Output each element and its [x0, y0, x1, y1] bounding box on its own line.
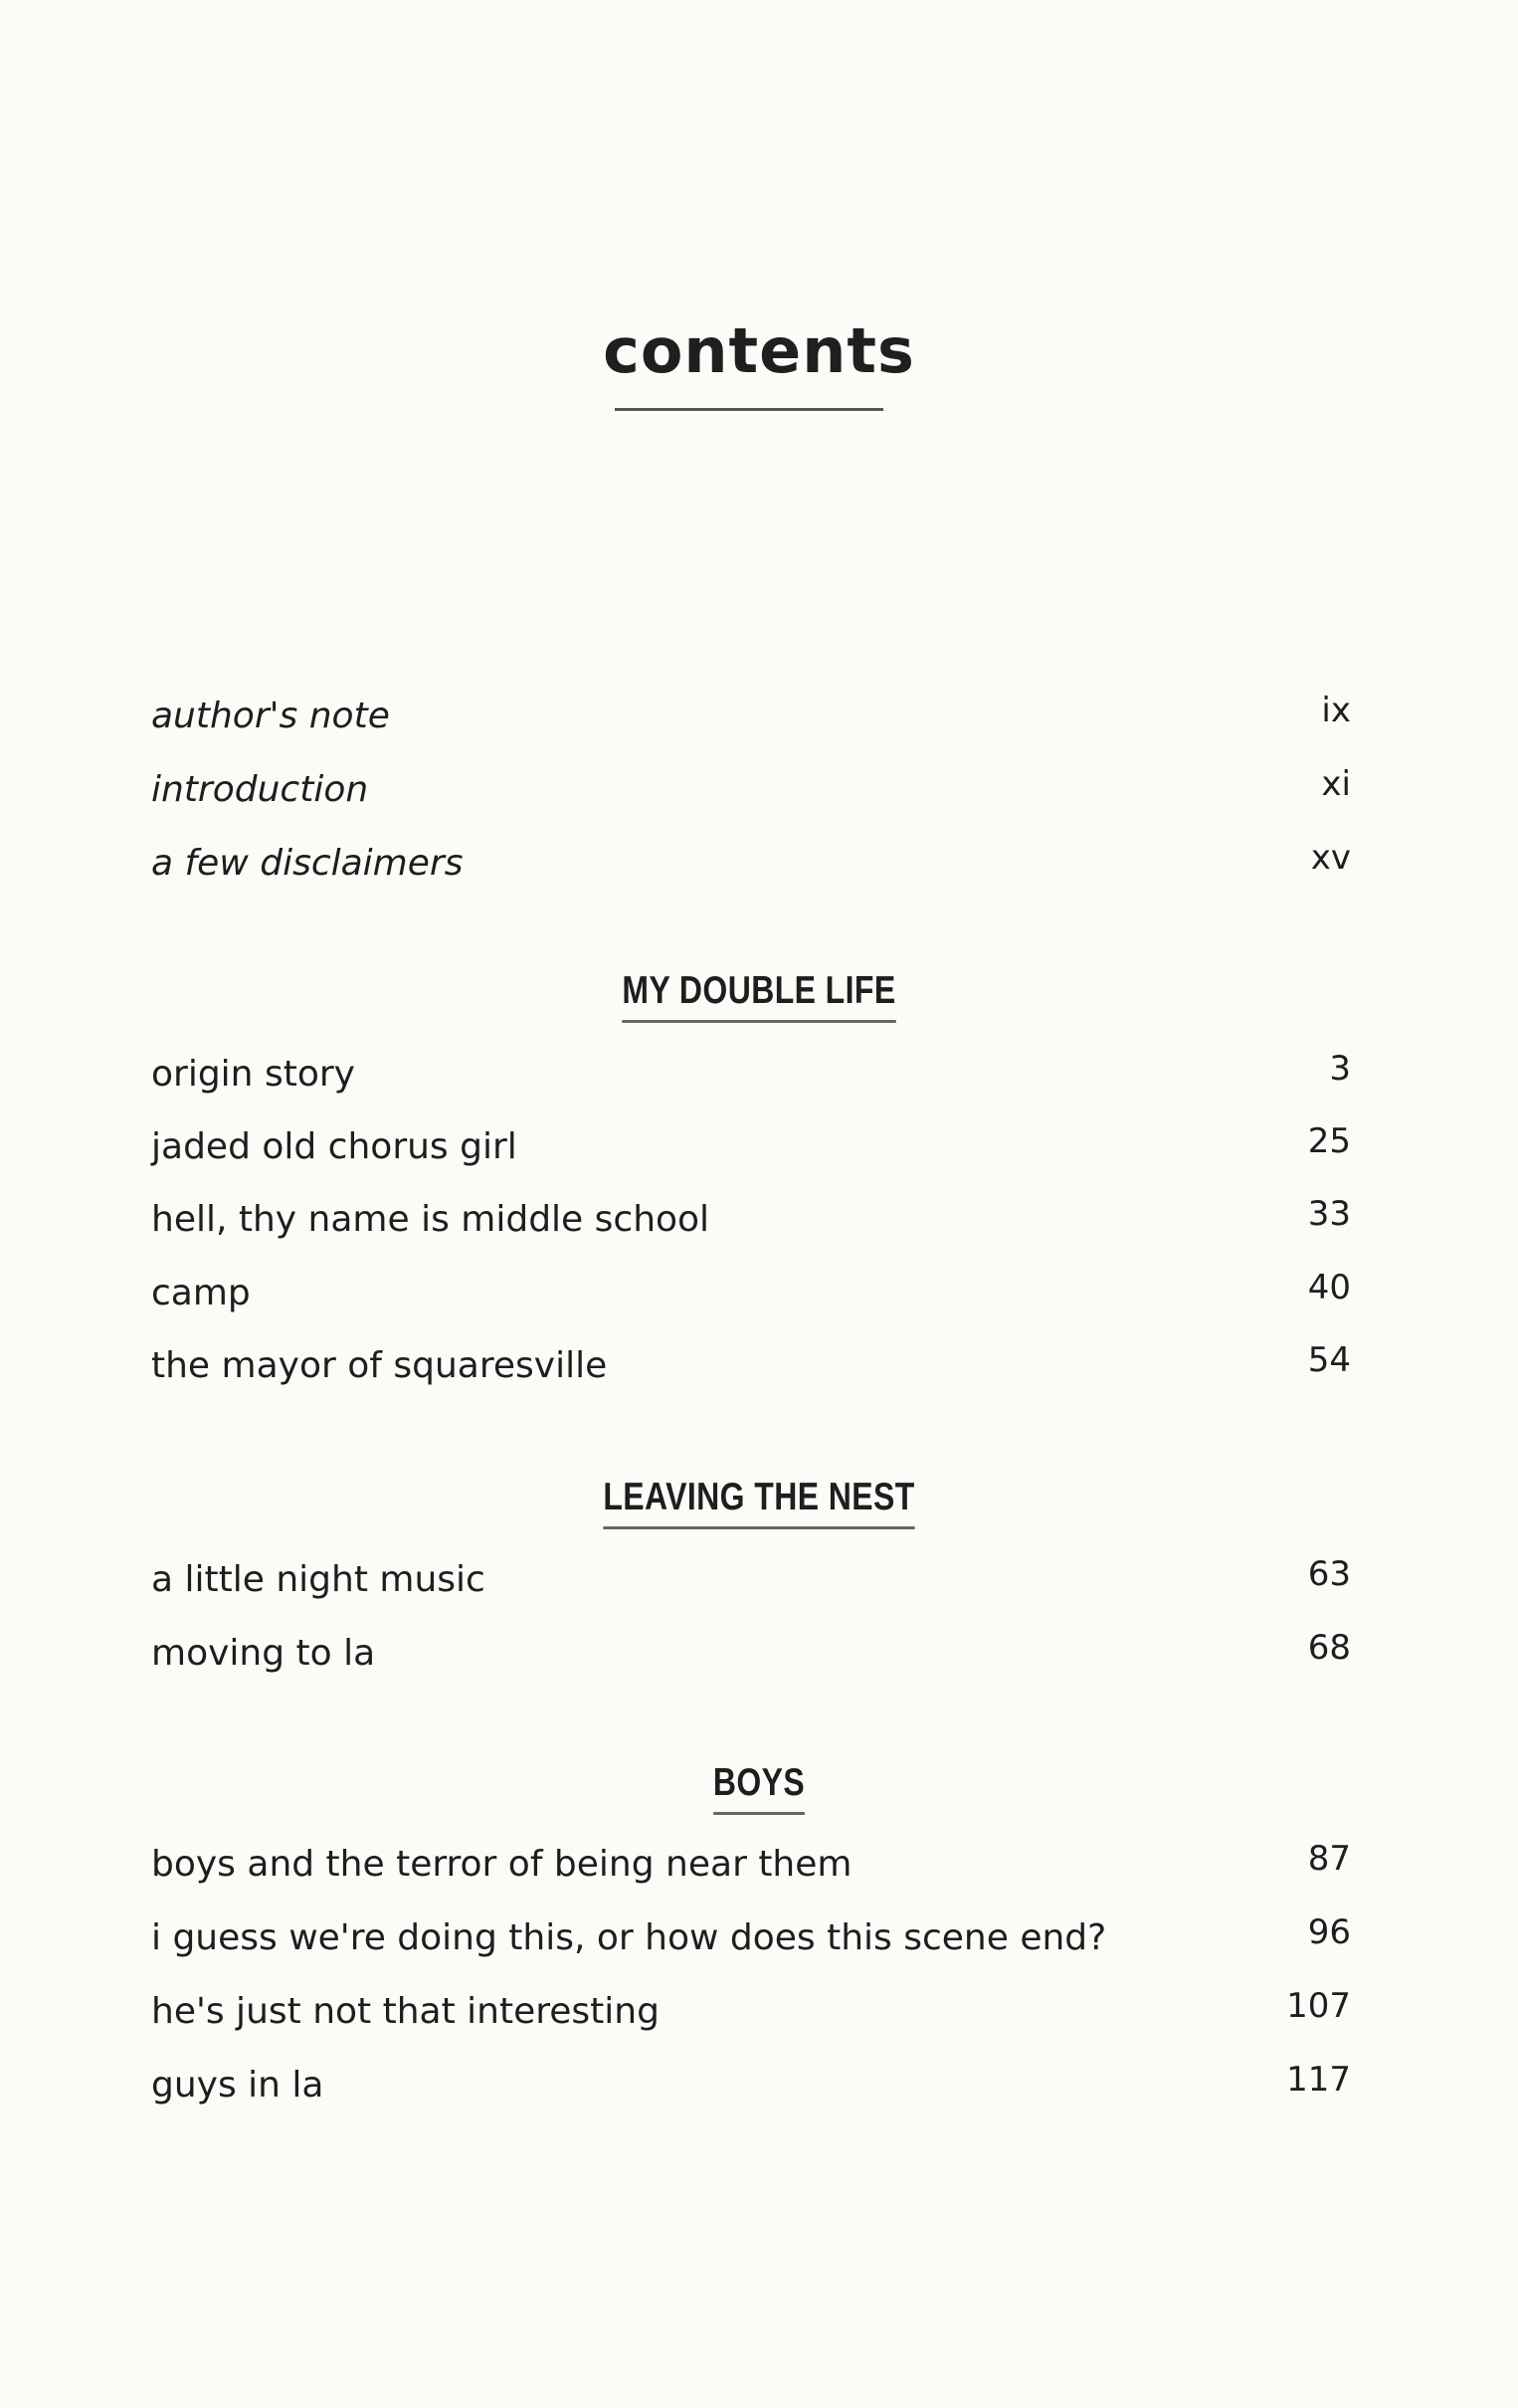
section-heading [136, 971, 1381, 1023]
toc-entry [151, 1552, 1351, 1608]
entry-title: author's note [151, 696, 390, 736]
section-heading [136, 1763, 1381, 1815]
entry-title: jaded old chorus girl [151, 1126, 517, 1167]
entry-title: the mayor of squaresville [151, 1345, 608, 1386]
toc-entry [151, 1266, 1351, 1321]
toc-entry [151, 1338, 1351, 1394]
toc-entry [151, 1910, 1351, 1966]
entry-page-number: ix [1321, 691, 1351, 730]
section-heading-label: MY DOUBLE LIFE [622, 971, 895, 1023]
entry-page-number: 40 [1307, 1268, 1351, 1307]
toc-entry [151, 1837, 1351, 1893]
entry-page-number: 63 [1307, 1554, 1351, 1594]
section-heading-label: BOYS [713, 1763, 805, 1815]
entry-page-number: 33 [1307, 1194, 1351, 1234]
page-title: contents [603, 314, 915, 387]
toc-entry [151, 1047, 1351, 1103]
entry-title: origin story [151, 1054, 355, 1095]
toc-entry [151, 836, 1351, 892]
toc-entry [151, 1119, 1351, 1175]
entry-page-number: 117 [1286, 2060, 1351, 2100]
entry-title: a few disclaimers [151, 843, 464, 884]
entry-title: hell, thy name is middle school [151, 1199, 710, 1240]
entry-title: introduction [151, 769, 369, 810]
entry-page-number: 54 [1307, 1340, 1351, 1380]
entry-title: a little night music [151, 1559, 485, 1600]
toc-entry [151, 1192, 1351, 1248]
entry-page-number: 96 [1307, 1912, 1351, 1952]
toc-entry [151, 762, 1351, 818]
entry-title: camp [151, 1273, 251, 1313]
entry-title: boys and the terror of being near them [151, 1844, 853, 1885]
entry-title: moving to la [151, 1633, 376, 1674]
entry-page-number: xv [1310, 838, 1351, 878]
entry-page-number: 107 [1286, 1986, 1351, 2026]
entry-page-number: xi [1321, 764, 1351, 804]
toc-entry [151, 1984, 1351, 2040]
entry-title: he's just not that interesting [151, 1991, 660, 2032]
entry-page-number: 3 [1329, 1049, 1351, 1089]
toc-entry [151, 2058, 1351, 2113]
entry-page-number: 87 [1307, 1839, 1351, 1879]
toc-entry [151, 689, 1351, 744]
entry-title: guys in la [151, 2065, 324, 2106]
entry-page-number: 25 [1307, 1121, 1351, 1161]
section-heading-label: LEAVING THE NEST [603, 1478, 914, 1529]
entry-title: i guess we're doing this, or how does this scene end? [151, 1917, 1107, 1958]
title-underline [615, 408, 883, 411]
section-heading [136, 1478, 1381, 1529]
entry-page-number: 68 [1307, 1628, 1351, 1668]
toc-entry [151, 1626, 1351, 1682]
